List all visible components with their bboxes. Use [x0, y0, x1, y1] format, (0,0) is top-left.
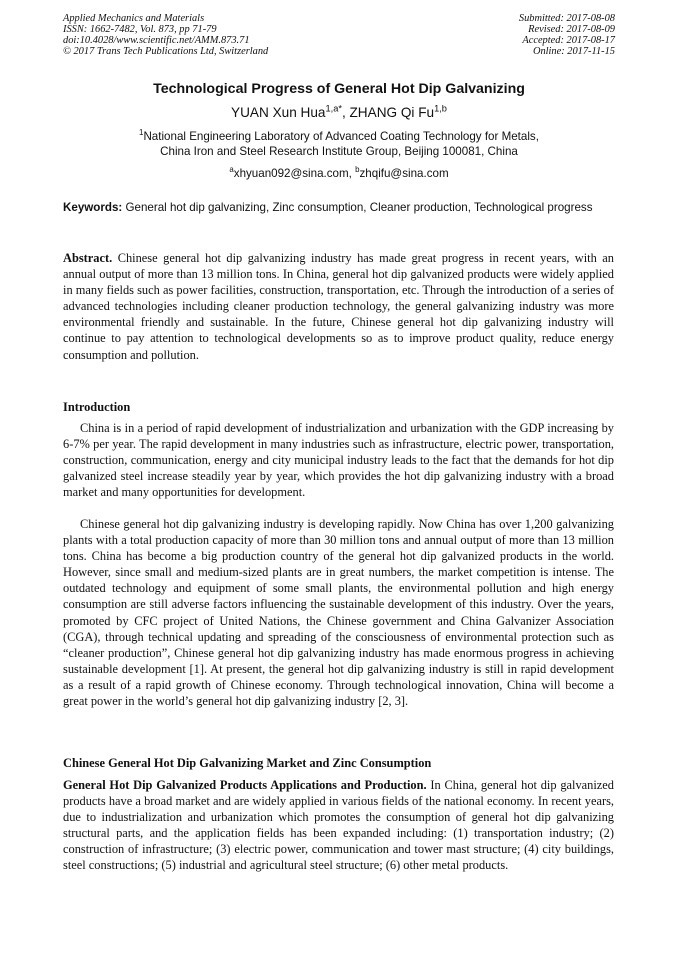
- section-heading-market: Chinese General Hot Dip Galvanizing Market and Zinc Consumption: [63, 756, 432, 770]
- author-affiliation-mark: 1,b: [434, 103, 447, 114]
- author-name: ZHANG Qi Fu: [349, 105, 435, 120]
- issn: ISSN: 1662-7482, Vol. 873, pp 71-79: [63, 24, 217, 35]
- paper-title: Technological Progress of General Hot Dip Galvanizing: [153, 81, 525, 97]
- doi: doi:10.4028/www.scientific.net/AMM.873.71: [63, 35, 250, 46]
- section-heading-introduction: Introduction: [63, 400, 131, 414]
- date-revised: Revised: 2017-08-09: [528, 24, 615, 35]
- body-paragraph: China is in a period of rapid development of industrialization and urbanization with the GDP increasing by 6-7% per year. The rapid development in many industries such as infrastructure, electric power, transportation, construction, communication, energy and city municipal industry leads to the fact that the demands for hot dip galvanized steel increase steadily year by year, which provides the hot dip galvanizing industry with a broad market and many opportunities for development.: [63, 421, 614, 500]
- affiliation-mark: 1: [139, 128, 144, 138]
- copyright: © 2017 Trans Tech Publications Ltd, Switzerland: [63, 46, 269, 57]
- body-paragraph: General Hot Dip Galvanized Products Applications and Production. In China, general hot dip galvanized products have a broad market and are widely applied in various fields of the national economy. In recent years, due to industrialization and urbanization which promotes the consumption of general hot dip galvanizing structural parts, and the application fields has been expanded including: (1) transportation industry; (2) construction of infrastructure; (3) electric power, communication and tower mast structure; (4) city buildings, steel constructions; (5) industrial and agricultural steel structure; (6) other metal products.: [63, 778, 614, 873]
- keywords: [63, 200, 614, 215]
- keywords-text: General hot dip galvanizing, Zinc consumption, Cleaner production, Technological progress: [122, 201, 593, 214]
- abstract-text: Chinese general hot dip galvanizing industry has made great progress in recent years, with an annual output of more than 13 million tons. In China, general hot dip galvanized products were widely applied in many fields such as power facilities, construction, transportation, etc. Through the introduction of a series of advanced technologies including cleaner production technology, the general galvanizing industry was more environmental friendly and sustainable. In the future, Chinese general hot dip galvanizing industry will continue to pay attention to technological developments so as to improve product quality, reduce energy consumption and pollution.: [63, 251, 614, 362]
- abstract-label: Abstract.: [63, 251, 113, 265]
- email-link[interactable]: xhyuan092@sina.com: [233, 167, 349, 180]
- author-affiliation-mark: 1,a*: [325, 103, 342, 114]
- date-online: Online: 2017-11-15: [532, 46, 615, 57]
- affiliation: [0, 129, 678, 159]
- affiliation-line: China Iron and Steel Research Institute Group, Beijing 100081, China: [160, 145, 518, 158]
- affiliation-line: $^1$National Engineering Laboratory of Advanced Coating Technology for Metals,: [139, 128, 539, 143]
- abstract: [63, 250, 614, 363]
- keywords-label: Keywords:: [63, 201, 123, 214]
- journal-info: [63, 13, 268, 57]
- email-link[interactable]: zhqifu@sina.com: [359, 167, 449, 180]
- journal-name: Applied Mechanics and Materials: [63, 13, 205, 24]
- email-mark: a: [229, 165, 234, 175]
- date-accepted: Accepted: 2017-08-17: [522, 35, 615, 46]
- body-paragraph: Chinese general hot dip galvanizing industry is developing rapidly. Now China has over 1,200 galvanizing plants with a total production capacity of more than 30 million tons and annual output of more than 13 million tons. China has become a big production country of the general hot dip galvanized products in the world. However, since small and medium-sized plants are in great numbers, the market competition is intense. The outdated technology and equipment of some small plants, the environmental pollution and high energy consumption are still adverse factors influencing the sustainable development of this industry. Over the years, promoted by CFC project of United Nations, the Chinese government and China Galvanizer Association (CGA), through technical updating and spreading of the consciousness of environmental protection such as “cleaner production”, Chinese general hot dip galvanizing industry has made enormous progress in achieving sustainable development [1]. At present, the general hot dip galvanizing industry is still in rapid development as a result of a rapid growth of Chinese economy. Through technological innovation, China will become a great power in the world’s general hot dip galvanizing industry [2, 3].: [63, 517, 614, 709]
- author-name: YUAN Xun Hua: [231, 105, 326, 120]
- publication-dates: [519, 13, 615, 57]
- author-list: [0, 104, 678, 122]
- date-submitted: Submitted: 2017-08-08: [518, 13, 615, 24]
- run-in-subheading: General Hot Dip Galvanized Products Applications and Production.: [63, 778, 427, 792]
- author-separator: ,: [341, 105, 350, 120]
- author-emails: $^a$xhyuan092@sina.com, $^b$zhqifu@sina.com: [229, 165, 449, 180]
- email-mark: b: [355, 165, 360, 175]
